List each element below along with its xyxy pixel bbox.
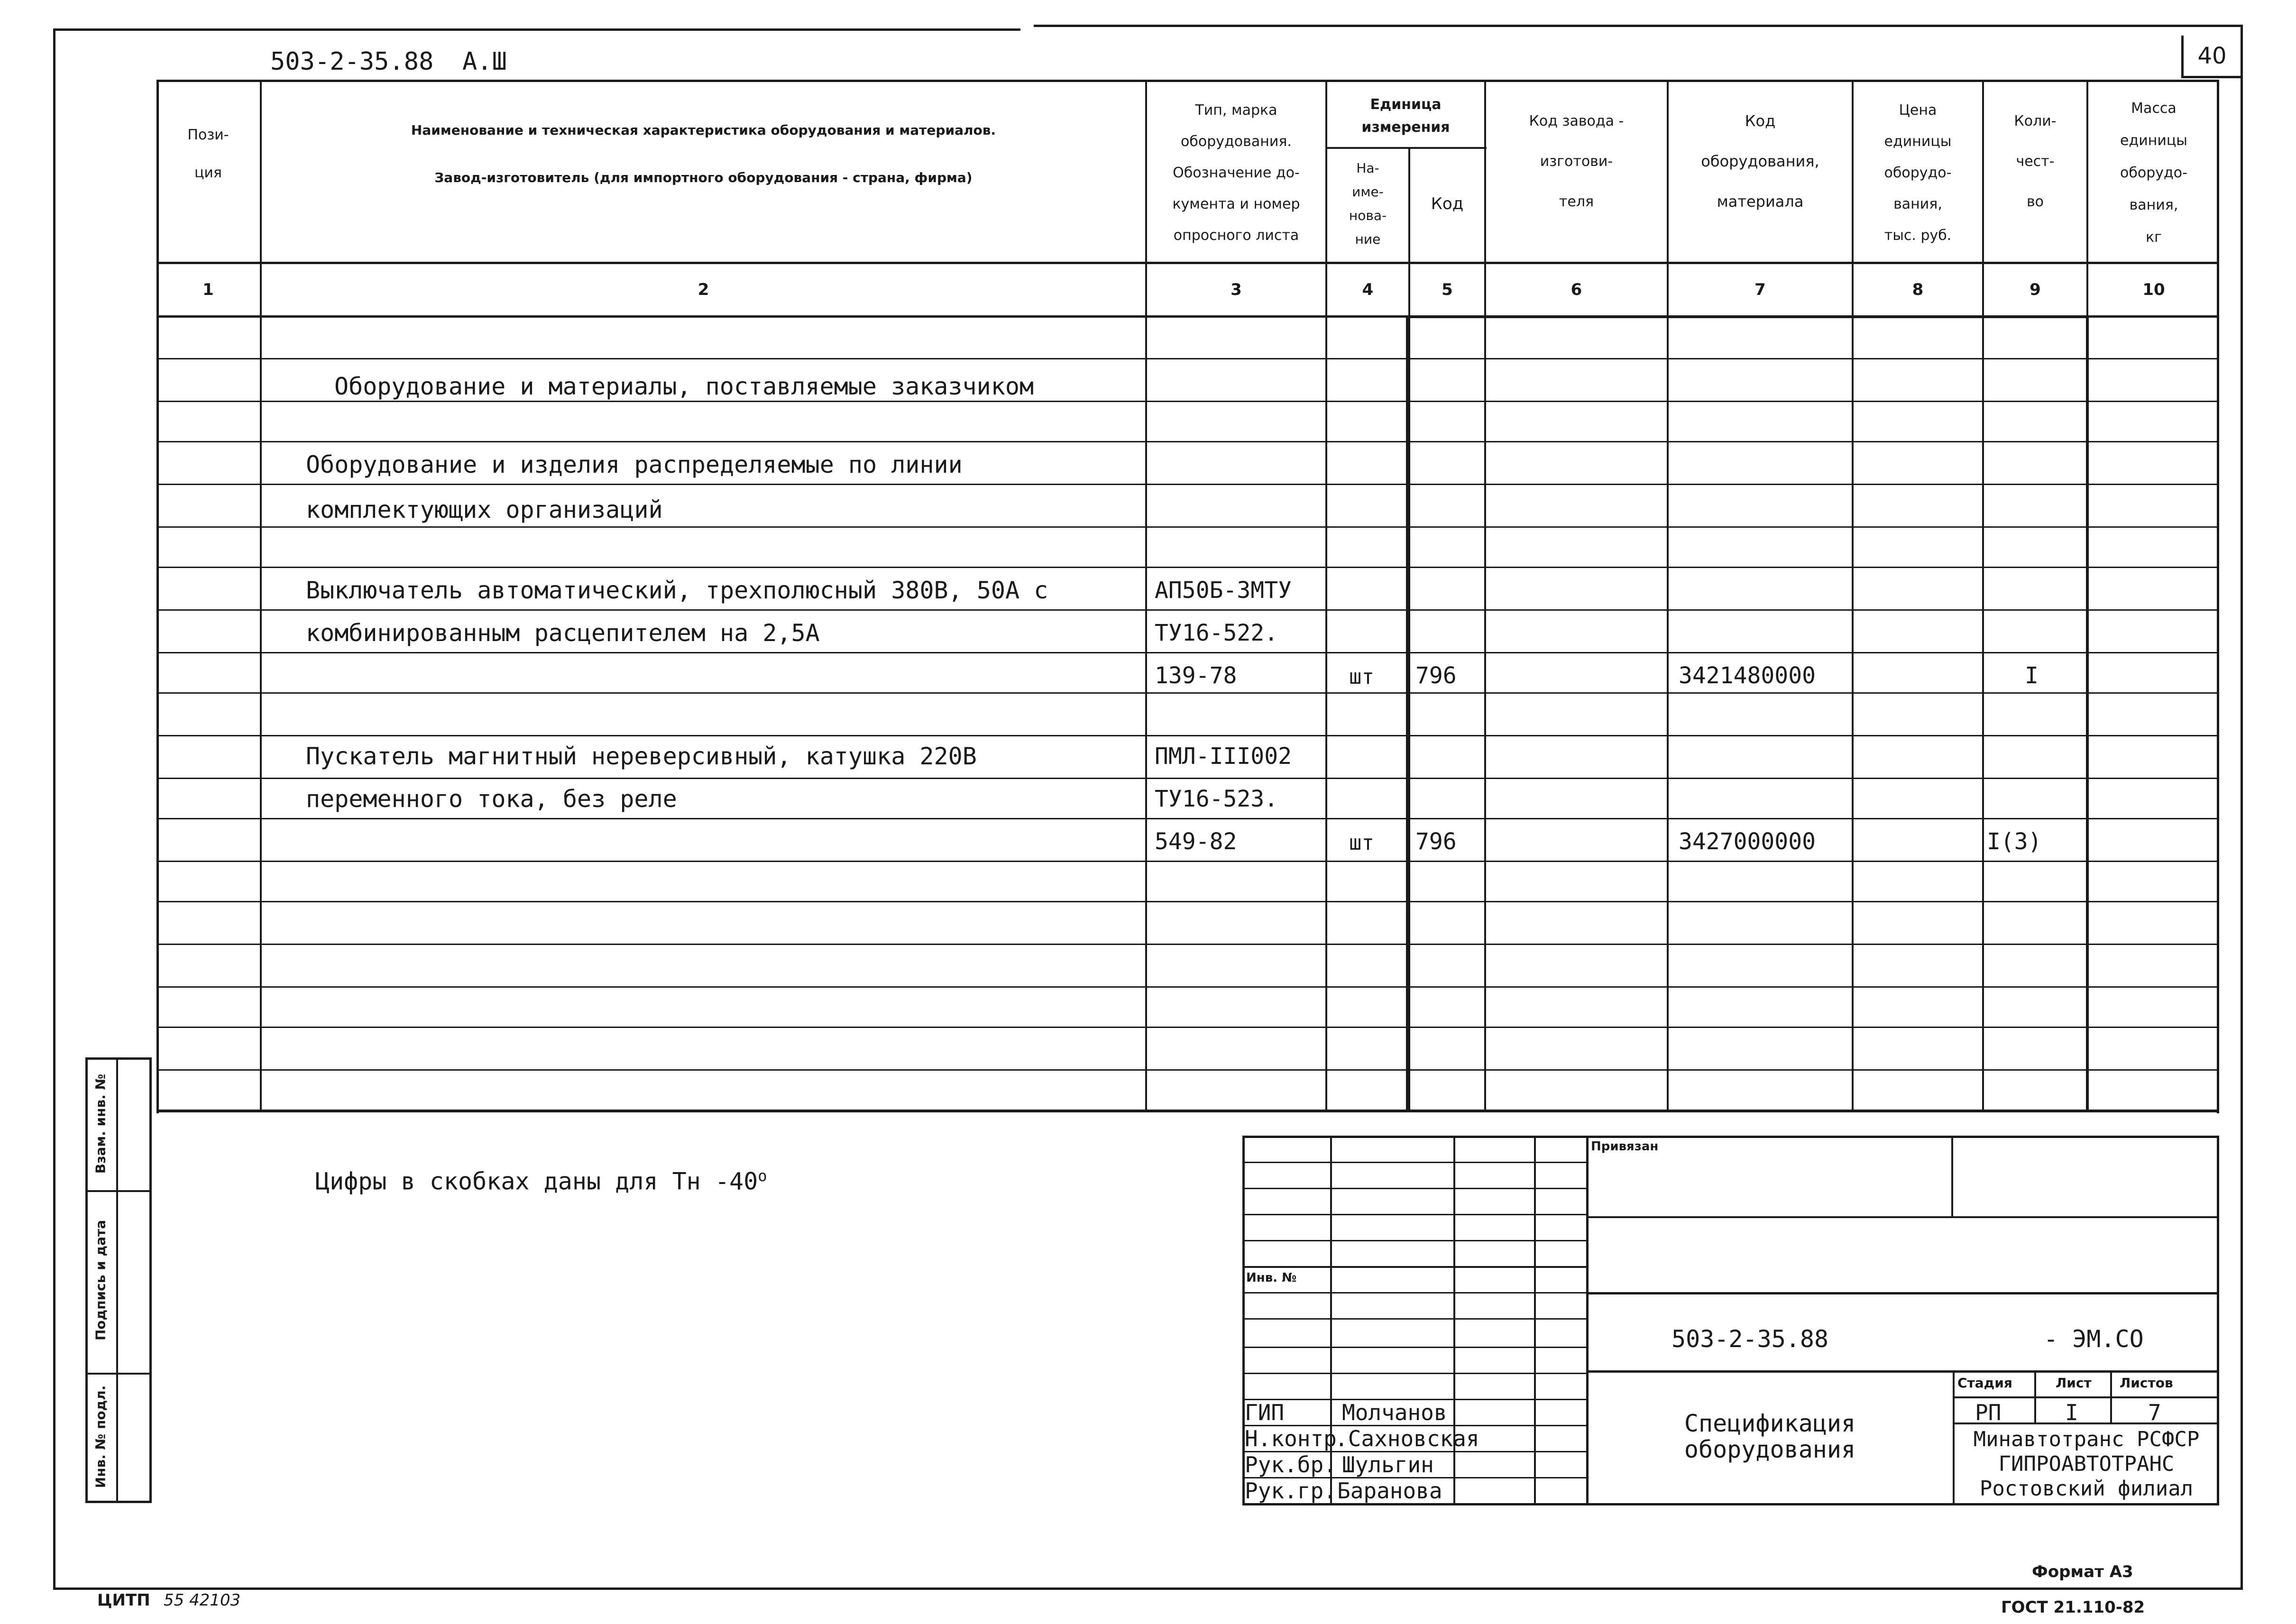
title-doc-suffix: - ЭМ.СО <box>2044 1325 2144 1353</box>
album-label: А.Ш <box>462 47 507 76</box>
gost-label: ГОСТ 21.110-82 <box>2001 1598 2145 1617</box>
bold-box <box>1406 315 2089 1113</box>
col-number-2: 2 <box>698 280 709 299</box>
item1-unit: шт <box>1349 665 1374 689</box>
section-distributed-line2: комплектующих организаций <box>306 496 663 523</box>
item2-name-line1: Пускатель магнитный нереверсивный, катушка 220В <box>306 743 977 770</box>
item2-unit-code: 796 <box>1415 828 1457 855</box>
col-number-4: 4 <box>1362 280 1374 299</box>
name-molchanov: Молчанов <box>1342 1400 1447 1425</box>
name-shulgin: Шульгин <box>1342 1452 1434 1477</box>
item2-type-line3: 549-82 <box>1155 828 1237 855</box>
frame-left <box>53 28 55 1588</box>
item2-type-line2: ТУ16-523. <box>1155 786 1278 812</box>
privyazan-label: Привязан <box>1591 1139 1659 1154</box>
col-header-2: Наименование и техническая характеристика оборудования и материалов. Завод-изготовитель (для импортного оборудования - страна, фирма) <box>411 122 996 185</box>
item1-type-line3: 139-78 <box>1155 662 1237 689</box>
stage-label: Стадия <box>1957 1375 2012 1391</box>
item1-type-line2: ТУ16-522. <box>1155 620 1278 646</box>
sheet-value: I <box>2065 1400 2078 1425</box>
side-label-vzam: Взам. инв. № <box>92 1073 109 1174</box>
col-number-1: 1 <box>202 280 214 299</box>
doc-title: Спецификация оборудования <box>1684 1410 1856 1463</box>
stage-value: РП <box>1975 1400 2002 1425</box>
role-nkontr: Н.контр <box>1245 1426 1337 1451</box>
item1-quantity: I <box>2025 662 2039 689</box>
sheets-value: 7 <box>2148 1400 2161 1425</box>
frame-bottom <box>53 1587 2243 1590</box>
side-label-inv: Инв. № подл. <box>92 1385 109 1488</box>
role-gip: ГИП <box>1245 1400 1285 1425</box>
frame-top-left <box>53 28 1020 31</box>
item2-equipment-code: 3427000000 <box>1679 828 1816 855</box>
item1-name-line2: комбинированным расцепителем на 2,5А <box>306 619 820 647</box>
col-number-9: 9 <box>2030 280 2041 299</box>
col-header-1: Пози- ция <box>187 127 229 181</box>
sheet-label: Лист <box>2056 1375 2092 1391</box>
col-number-7: 7 <box>1754 280 1766 299</box>
item2-unit: шт <box>1349 831 1374 855</box>
citp-label: ЦИТП <box>97 1591 150 1610</box>
col-header-7: Код оборудования, материала <box>1701 111 1819 211</box>
doc-code: 503-2-35.88 <box>270 47 434 76</box>
col-header-4: На- име- нова- ние <box>1349 160 1387 247</box>
item2-quantity: I(3) <box>1987 828 2042 855</box>
col-number-8: 8 <box>1912 280 1924 299</box>
note-main: Цифры в скобках даны для Тн -40 <box>315 1167 758 1195</box>
item1-name-line1: Выключатель автоматический, трехполюсный 380В, 50А с <box>306 577 1048 604</box>
col-header-8: Цена единицы оборудо- вания, тыс. руб. <box>1884 102 1952 244</box>
format-label: Формат А3 <box>2032 1562 2133 1581</box>
col-header-9: Коли- чест- во <box>2014 112 2057 210</box>
item2-type-line1: ПМЛ-III002 <box>1155 743 1292 770</box>
col-header-4-group: Единица измерения <box>1361 96 1450 136</box>
page-number-box <box>2181 36 2241 78</box>
role-rukgr: Рук.гр. <box>1245 1478 1337 1504</box>
inv-no-label: Инв. № <box>1246 1271 1297 1285</box>
role-rukbr: Рук.бр. <box>1245 1452 1337 1477</box>
item1-type-line1: АП50Б-3МТУ <box>1155 577 1292 604</box>
frame-right <box>2241 25 2243 1589</box>
col-number-6: 6 <box>1570 280 1582 299</box>
col-number-10: 10 <box>2142 280 2165 299</box>
col-header-3: Тип, марка оборудования. Обозначение до- кумента и номер опросного листа <box>1172 102 1300 244</box>
col-header-6: Код завода - изготови- теля <box>1529 112 1624 210</box>
sheets-label: Листов <box>2120 1375 2173 1391</box>
org-line1: Минавтотранс РСФСР <box>1973 1427 2200 1451</box>
item1-equipment-code: 3421480000 <box>1679 662 1816 689</box>
item1-unit-code: 796 <box>1415 662 1457 689</box>
frame-top-right <box>1034 25 2243 27</box>
org-line2: ГИПРОАВТОТРАНС <box>1998 1452 2175 1476</box>
col-header-10: Масса единицы оборудо- вания, кг <box>2120 100 2187 246</box>
col-number-5: 5 <box>1442 280 1453 299</box>
section-distributed-line1: Оборудование и изделия распределяемые по линии <box>306 451 963 478</box>
note-text <box>315 1162 767 1196</box>
citp-number: 55 42103 <box>164 1591 241 1610</box>
name-baranova: Баранова <box>1337 1478 1442 1504</box>
item2-name-line2: переменного тока, без реле <box>306 785 677 813</box>
org-line3: Ростовский филиал <box>1979 1477 2194 1501</box>
side-label-podpis: Подпись и дата <box>92 1220 109 1341</box>
col-number-3: 3 <box>1231 280 1242 299</box>
note-degree: о <box>758 1167 767 1185</box>
col-header-5: Код <box>1431 194 1464 213</box>
title-doc-code: 503-2-35.88 <box>1671 1325 1829 1353</box>
page-number: 40 <box>2197 42 2227 69</box>
name-sakhnovskaya: .Сахновская <box>1335 1426 1479 1451</box>
section-customer-supplied: Оборудование и материалы, поставляемые заказчиком <box>334 373 1034 400</box>
